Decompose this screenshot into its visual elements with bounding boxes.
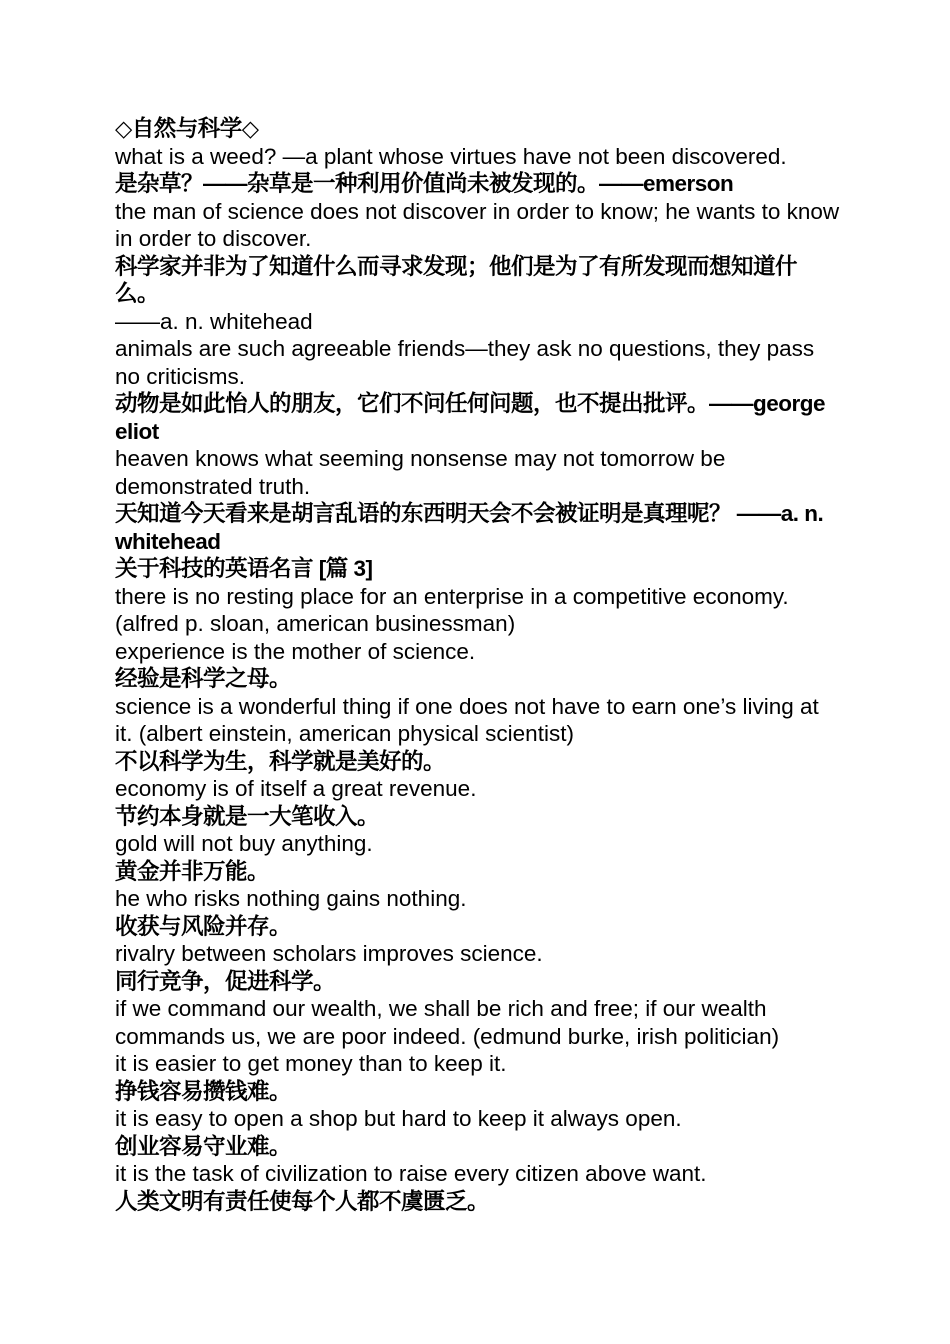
- quote-chinese: 黄金并非万能。: [115, 858, 270, 884]
- quote-english: science is a wonderful thing if one does not have to earn one’s living at it. (albert einstein, american physical scientist): [115, 693, 826, 746]
- quote-english: it is easy to open a shop but hard to keep it always open.: [115, 1106, 682, 1131]
- quote-english: he who risks nothing gains nothing.: [115, 886, 467, 911]
- quote-chinese: 收获与风险并存。: [115, 913, 292, 939]
- quote-english: heaven knows what seeming nonsense may not tomorrow be demonstrated truth.: [115, 446, 732, 499]
- quote-english: the man of science does not discover in order to know; he wants to know in order to discover.: [115, 198, 846, 251]
- quote-chinese: 挣钱容易攒钱难。: [115, 1078, 292, 1104]
- quote-chinese: 经验是科学之母。: [115, 666, 292, 691]
- document-body: [115, 115, 846, 1215]
- quote-english: rivalry between scholars improves science.: [115, 941, 543, 966]
- quote-english: gold will not buy anything.: [115, 831, 373, 856]
- quote-english: it is easier to get money than to keep it.: [115, 1051, 507, 1076]
- quote-english: what is a weed? —a plant whose virtues have not been discovered.: [115, 143, 787, 169]
- quote-chinese: 科学家并非为了知道什么而寻求发现；他们是为了有所发现而想知道什么。: [115, 253, 798, 306]
- quote-attribution: ——a. n. whitehead: [115, 308, 313, 334]
- quote-chinese: 节约本身就是一大笔收入。: [115, 803, 380, 829]
- quote-chinese: 同行竞争，促进科学。: [115, 968, 336, 994]
- quote-chinese: 动物是如此怡人的朋友，它们不问任何问题，也不提出批评。——george eliot: [115, 391, 831, 444]
- quote-chinese: 人类文明有责任使每个人都不虞匮乏。: [115, 1188, 490, 1214]
- quote-english: experience is the mother of science.: [115, 638, 476, 664]
- section-heading: 关于科技的英语名言 [篇 3]: [115, 556, 373, 581]
- quote-english: there is no resting place for an enterprise in a competitive economy. (alfred p. sloan, american businessman): [115, 583, 795, 636]
- quote-chinese: 不以科学为生，科学就是美好的。: [115, 748, 446, 774]
- quote-english: if we command our wealth, we shall be rich and free; if our wealth commands us, we are poor indeed. (edmund burke, irish politician): [115, 996, 780, 1049]
- section-heading: ◇自然与科学◇: [115, 116, 259, 141]
- quote-chinese: 天知道今天看来是胡言乱语的东西明天会不会被证明是真理呢？ ——a. n. whitehead: [115, 501, 830, 554]
- quote-english: animals are such agreeable friends—they ask no questions, they pass no criticisms.: [115, 336, 821, 389]
- quote-english: it is the task of civilization to raise every citizen above want.: [115, 1161, 707, 1186]
- quote-chinese: 创业容易守业难。: [115, 1133, 292, 1159]
- quote-chinese: 是杂草？——杂草是一种利用价值尚未被发现的。——emerson: [115, 171, 734, 196]
- quote-english: economy is of itself a great revenue.: [115, 776, 477, 801]
